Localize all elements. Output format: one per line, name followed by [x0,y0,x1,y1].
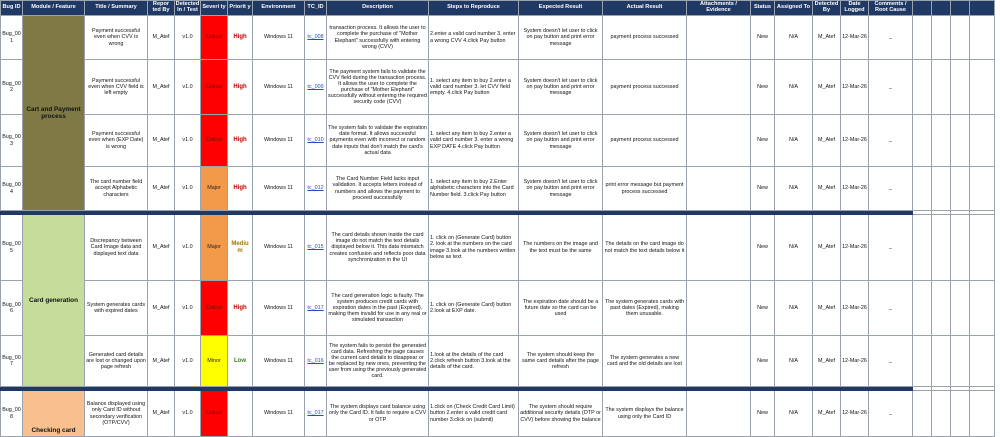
empty-cell[interactable] [932,167,951,211]
description-cell[interactable]: The card details shown inside the card image do not match the text details displayed below it. This data mismatch creates confusion and reflects poor data synchronization in the UI [327,215,429,281]
col-header-steps[interactable]: Steps to Reproduce [429,1,519,16]
detected-in-cell[interactable]: v1.0 [175,115,201,167]
reported-by-cell[interactable]: M_Atef [148,60,175,115]
empty-cell[interactable] [951,167,970,211]
empty-cell[interactable] [913,60,932,115]
assigned-to-cell[interactable]: N/A [775,281,813,336]
title-cell[interactable]: Payment successful even when CVV is wrong [85,16,148,60]
actual-result-cell[interactable]: payment process successed [603,115,687,167]
severity-cell[interactable]: Major [201,215,228,281]
date-logged-cell[interactable]: 12-Mar-26 [841,215,869,281]
attachments-cell[interactable] [687,167,751,211]
reported-by-cell[interactable]: M_Atef [148,16,175,60]
environment-cell[interactable]: Windows 11 [253,60,305,115]
empty-cell[interactable] [932,281,951,336]
table-row [1,215,995,281]
col-header-detected-in[interactable]: Detected In / Test [175,1,201,16]
tc-id-link[interactable]: tc_008 [305,16,327,60]
tc-id-link[interactable]: tc_010 [305,115,327,167]
col-header-expected[interactable]: Expected Result [519,1,603,16]
date-logged-cell[interactable]: 12-Mar-26 [841,167,869,211]
actual-result-cell[interactable]: The system generates a new card and the old details are lost [603,336,687,387]
assigned-to-cell[interactable]: N/A [775,391,813,437]
steps-cell[interactable]: 1. click on (Generate Card) button 2.look at EXP date. [429,281,519,336]
detected-by-cell[interactable]: M_Atef [813,336,841,387]
col-header-title[interactable]: Title / Summary [85,1,148,16]
date-logged-cell[interactable]: 12-Mar-26 [841,16,869,60]
attachments-cell[interactable] [687,215,751,281]
steps-cell[interactable]: 1. select any item to buy 2.enter a valid card number 3. enter a wrong EXP DATE 4.click Pay button [429,115,519,167]
expected-result-cell[interactable]: System doesn't let user to click on pay button and print error message [519,60,603,115]
severity-cell[interactable]: Critical [201,60,228,115]
reported-by-cell[interactable]: M_Atef [148,115,175,167]
priority-cell[interactable]: High [228,281,253,336]
module-group-cell[interactable]: Checking card [23,391,85,437]
empty-cell[interactable] [951,336,970,387]
title-cell[interactable]: Discrepancy between Card Image data and displayed text data [85,215,148,281]
expected-result-cell[interactable]: The expiration date should be a future date so the card can be used [519,281,603,336]
comments-cell[interactable]: _ [869,115,913,167]
detected-in-cell[interactable]: v1.0 [175,60,201,115]
expected-result-cell[interactable]: System doesn't let user to click on pay button and print error message [519,167,603,211]
empty-cell[interactable] [951,115,970,167]
col-header-module[interactable]: Module / Feature [23,1,85,16]
expected-result-cell[interactable]: System doesn't let user to click on pay button and print error message [519,115,603,167]
title-cell[interactable]: Generated card details are lost or changed upon page refresh [85,336,148,387]
description-cell[interactable]: The card generation logic is faulty. The system produces credit cards with expiration dates in the past (Expired), making them invalid for use in any real or simulated transaction [327,281,429,336]
actual-result-cell[interactable]: payment process successed [603,16,687,60]
tc-id-link[interactable]: tc_015 [305,215,327,281]
empty-cell[interactable] [970,115,995,167]
reported-by-cell[interactable]: M_Atef [148,167,175,211]
module-group-cell[interactable]: Card generation [23,215,85,387]
detected-in-cell[interactable]: v1.0 [175,215,201,281]
empty-cell[interactable] [970,215,995,281]
attachments-cell[interactable] [687,336,751,387]
expected-result-cell[interactable]: The system should require additional security details (OTP or CVV) before showing the balance [519,391,603,437]
bug-rows [1,16,995,437]
severity-cell[interactable]: Critical [201,391,228,437]
title-cell[interactable]: Balance displayed using only Card ID without secondary verification (OTP/CVV) [85,391,148,437]
col-header-environment[interactable]: Environment [253,1,305,16]
empty-cell[interactable] [970,60,995,115]
actual-result-cell[interactable]: The details on the card image do not match the text details below it [603,215,687,281]
date-logged-cell[interactable]: 12-Mar-26 [841,336,869,387]
expected-result-cell[interactable]: The numbers on the image and the text must be the same [519,215,603,281]
col-header-empty[interactable] [932,1,951,16]
title-cell[interactable]: System generates cards with expired dates [85,281,148,336]
assigned-to-cell[interactable]: N/A [775,115,813,167]
table-row [1,60,995,115]
empty-cell[interactable] [913,115,932,167]
environment-cell[interactable]: Windows 11 [253,115,305,167]
empty-cell[interactable] [932,336,951,387]
empty-cell[interactable] [951,16,970,60]
comments-cell[interactable]: _ [869,167,913,211]
empty-cell[interactable] [913,16,932,60]
actual-result-cell[interactable]: payment process successed [603,60,687,115]
severity-cell[interactable]: Critical [201,281,228,336]
comments-cell[interactable]: _ [869,16,913,60]
detected-in-cell[interactable]: v1.0 [175,16,201,60]
date-logged-cell[interactable]: 12-Mar-26 [841,60,869,115]
expected-result-cell[interactable]: The system should keep the same card details after the page refresh [519,336,603,387]
status-cell[interactable]: New [751,167,775,211]
description-cell[interactable]: The system fails to persist the generated card data. Refreshing the page causes the current card details to disappear or be replaced by new ones, preventing the user from using the previously generated card. [327,336,429,387]
header-row [1,1,995,16]
detected-by-cell[interactable]: M_Atef [813,281,841,336]
steps-cell[interactable]: 1. click on (Generate Card) button 2. look at the numbers on the card image 3.look at the numbers written below as text [429,215,519,281]
reported-by-cell[interactable]: M_Atef [148,215,175,281]
detected-by-cell[interactable]: M_Atef [813,16,841,60]
col-header-priority[interactable]: Priorit y [228,1,253,16]
title-cell[interactable]: The card number field accept Alphabetic characters [85,167,148,211]
assigned-to-cell[interactable]: N/A [775,16,813,60]
col-header-attachments[interactable]: Attachments / Evidence [687,1,751,16]
col-header-reported-by[interactable]: Repor ted By [148,1,175,16]
empty-cell[interactable] [913,281,932,336]
environment-cell[interactable]: Windows 11 [253,215,305,281]
table-row [1,336,995,387]
comments-cell[interactable]: _ [869,60,913,115]
severity-cell[interactable]: Critical [201,16,228,60]
priority-cell[interactable] [228,391,253,437]
empty-cell[interactable] [951,281,970,336]
table-row [1,115,995,167]
empty-cell[interactable] [970,391,995,437]
col-header-empty[interactable] [913,1,932,16]
col-header-tc-id[interactable]: TC_ID [305,1,327,16]
detected-by-cell[interactable]: M_Atef [813,115,841,167]
actual-result-cell[interactable]: The system displays the balance using only the Card ID [603,391,687,437]
description-cell[interactable]: The payment system fails to validate the CVV field during the transaction process. It allows the user to complete the purchase of "Mother Elephant" successfully without entering the required security code (CVV) [327,60,429,115]
environment-cell[interactable]: Windows 11 [253,167,305,211]
empty-cell[interactable] [932,60,951,115]
detected-by-cell[interactable]: M_Atef [813,215,841,281]
attachments-cell[interactable] [687,391,751,437]
priority-cell[interactable]: Mediu m [228,215,253,281]
actual-result-cell[interactable]: print error message but payment process successed [603,167,687,211]
assigned-to-cell[interactable]: N/A [775,215,813,281]
comments-cell[interactable]: _ [869,391,913,437]
title-cell[interactable]: Payment successful even when (EXP Date) is wrong [85,115,148,167]
bug-id-cell[interactable]: Bug_00 6 [1,281,23,336]
status-cell[interactable]: New [751,115,775,167]
reported-by-cell[interactable]: M_Atef [148,391,175,437]
table-row [1,167,995,211]
detected-in-cell[interactable]: v1.0 [175,391,201,437]
environment-cell[interactable]: Windows 11 [253,16,305,60]
environment-cell[interactable]: Windows 11 [253,391,305,437]
steps-cell[interactable]: 1. select any item to buy 2.enter a valid card number 3. let CVV field empty. 4.click Pay button [429,60,519,115]
bug-id-cell[interactable]: Bug_00 3 [1,115,23,167]
empty-cell[interactable] [970,16,995,60]
priority-cell[interactable]: High [228,60,253,115]
date-logged-cell[interactable]: 12-Mar-26 [841,115,869,167]
empty-cell[interactable] [932,215,951,281]
actual-result-cell[interactable]: The system generates cards with past dates (Expired), making them unusable. [603,281,687,336]
bug-id-cell[interactable]: Bug_00 2 [1,60,23,115]
priority-cell[interactable]: High [228,167,253,211]
empty-cell[interactable] [932,115,951,167]
reported-by-cell[interactable]: M_Atef [148,281,175,336]
col-header-assigned-to[interactable]: Assigned To [775,1,813,16]
empty-cell[interactable] [932,391,951,437]
priority-cell[interactable]: High [228,16,253,60]
empty-cell[interactable] [970,336,995,387]
tc-id-link[interactable]: tc_017 [305,391,327,437]
attachments-cell[interactable] [687,115,751,167]
status-cell[interactable]: New [751,60,775,115]
comments-cell[interactable]: _ [869,336,913,387]
priority-cell[interactable]: Low [228,336,253,387]
col-header-description[interactable]: Description [327,1,429,16]
col-header-status[interactable]: Status [751,1,775,16]
reported-by-cell[interactable]: M_Atef [148,336,175,387]
severity-cell[interactable]: Minor [201,336,228,387]
expected-result-cell[interactable]: System doesn't let user to click on pay button and print error message [519,16,603,60]
tc-id-link[interactable]: tc_017 [305,281,327,336]
assigned-to-cell[interactable]: N/A [775,60,813,115]
col-header-empty[interactable] [951,1,970,16]
status-cell[interactable]: New [751,16,775,60]
description-cell[interactable]: The Card Number Field lacks input validation. It accepts letters instead of numbers and allows the payment to proceed successfully [327,167,429,211]
empty-cell[interactable] [913,336,932,387]
date-logged-cell[interactable]: 12-Mar-26 [841,391,869,437]
steps-cell[interactable]: 2.enter a valid card number 3. enter a wrong CVV 4.click Pay button [429,16,519,60]
col-header-comments[interactable]: Comments / Root Cause [869,1,913,16]
bug-id-cell[interactable]: Bug_00 1 [1,16,23,60]
status-cell[interactable]: New [751,215,775,281]
severity-cell[interactable]: Major [201,167,228,211]
description-cell[interactable]: The system fails to validate the expiration date format. It allows successful payments even with incorrect or random date inputs that don't match the card's actual data [327,115,429,167]
empty-cell[interactable] [932,16,951,60]
description-cell[interactable]: The system displays card balance using only the Card ID. It fails to require a CVV or OTP [327,391,429,437]
detected-by-cell[interactable]: M_Atef [813,60,841,115]
bug-id-cell[interactable]: Bug_00 4 [1,167,23,211]
col-header-empty[interactable] [970,1,995,16]
environment-cell[interactable]: Windows 11 [253,281,305,336]
steps-cell[interactable]: 1.look at the details of the card 2.click refresh button 3.look at the details of the card. [429,336,519,387]
title-cell[interactable]: Payment successful even when CVV field is left empty [85,60,148,115]
attachments-cell[interactable] [687,281,751,336]
table-row [1,16,995,60]
environment-cell[interactable]: Windows 11 [253,336,305,387]
empty-cell[interactable] [951,215,970,281]
steps-cell[interactable]: 1.click on (Check Credit Card Limit) button 2.enter a valid credit card number 3.click on (submit) [429,391,519,437]
empty-cell[interactable] [951,391,970,437]
detected-in-cell[interactable]: v1.0 [175,167,201,211]
assigned-to-cell[interactable]: N/A [775,336,813,387]
steps-cell[interactable]: 1. select any item to buy 2.Enter alphabetic characters into the Card Number field. 3.click Pay button [429,167,519,211]
tc-id-link[interactable]: tc_016 [305,336,327,387]
date-logged-cell[interactable]: 12-Mar-26 [841,281,869,336]
tc-id-link[interactable]: tc_012 [305,167,327,211]
detected-in-cell[interactable]: v1.0 [175,336,201,387]
table-row [1,391,995,437]
tc-id-link[interactable]: tc_009 [305,60,327,115]
attachments-cell[interactable] [687,60,751,115]
empty-cell[interactable] [913,167,932,211]
assigned-to-cell[interactable]: N/A [775,167,813,211]
priority-cell[interactable]: High [228,115,253,167]
col-header-detected-by[interactable]: Detected By [813,1,841,16]
col-header-date-logged[interactable]: Date Logged [841,1,869,16]
detected-by-cell[interactable]: M_Atef [813,391,841,437]
col-header-actual[interactable]: Actual Result [603,1,687,16]
empty-cell[interactable] [913,215,932,281]
empty-cell[interactable] [913,391,932,437]
empty-cell[interactable] [951,60,970,115]
bug-id-cell[interactable]: Bug_00 7 [1,336,23,387]
bug-id-cell[interactable]: Bug_00 5 [1,215,23,281]
table-row [1,281,995,336]
status-cell[interactable]: New [751,281,775,336]
attachments-cell[interactable] [687,16,751,60]
bug-id-cell[interactable]: Bug_00 8 [1,391,23,437]
comments-cell[interactable]: _ [869,281,913,336]
empty-cell[interactable] [970,281,995,336]
col-header-severity[interactable]: Severi ty [201,1,228,16]
empty-cell[interactable] [970,167,995,211]
col-header-bug-id[interactable]: Bug ID [1,1,23,16]
description-cell[interactable]: transaction process. It allows the user to complete the purchase of "Mother Elephant" successfully with entering wrong (CVV) [327,16,429,60]
comments-cell[interactable]: _ [869,215,913,281]
detected-in-cell[interactable]: v1.0 [175,281,201,336]
status-cell[interactable]: New [751,336,775,387]
detected-by-cell[interactable]: M_Atef [813,167,841,211]
module-group-cell[interactable]: Cart and Payment process [23,16,85,211]
severity-cell[interactable]: Critical [201,115,228,167]
status-cell[interactable]: New [751,391,775,437]
